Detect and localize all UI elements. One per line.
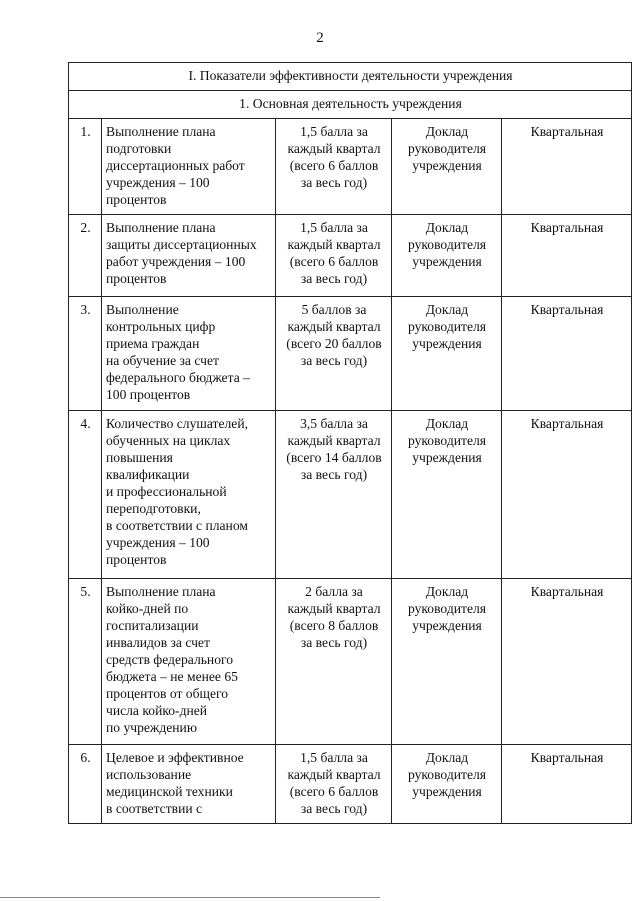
row-number: 1. [69,119,102,215]
row-number: 5. [69,579,102,745]
indicator-text: Количество слушателей, обученных на циклах повышения квалификации и профессиональной переподготовки, в соответствии с планом учреждения – 100 процентов [102,411,276,579]
source-text: Доклад руководителя учреждения [392,215,502,297]
row-number: 6. [69,745,102,824]
period-text: Квартальная [502,215,632,297]
indicator-text: Целевое и эффективное использование медицинской техники в соответствии с [102,745,276,824]
source-text: Доклад руководителя учреждения [392,579,502,745]
indicator-text: Выполнение контрольных цифр приема граждан на обучение за счет федерального бюджета – 100 процентов [102,297,276,411]
indicators-table [68,62,632,824]
row-number: 4. [69,411,102,579]
source-text: Доклад руководителя учреждения [392,745,502,824]
score-text: 2 балла за каждый квартал (всего 8 баллов за весь год) [276,579,392,745]
indicator-text: Выполнение плана подготовки диссертационных работ учреждения – 100 процентов [102,119,276,215]
period-text: Квартальная [502,411,632,579]
score-text: 1,5 балла за каждый квартал (всего 6 баллов за весь год) [276,215,392,297]
source-text: Доклад руководителя учреждения [392,411,502,579]
table-row [69,411,632,579]
section-header-row [69,63,632,91]
table-row [69,215,632,297]
table-row [69,579,632,745]
table-row [69,297,632,411]
score-text: 1,5 балла за каждый квартал (всего 6 баллов за весь год) [276,119,392,215]
row-number: 3. [69,297,102,411]
page-number: 2 [316,30,324,46]
table-row [69,119,632,215]
period-text: Квартальная [502,119,632,215]
indicator-text: Выполнение плана защиты диссертационных работ учреждения – 100 процентов [102,215,276,297]
subsection-title: 1. Основная деятельность учреждения [69,91,632,119]
period-text: Квартальная [502,579,632,745]
section-title: I. Показатели эффективности деятельности учреждения [69,63,632,91]
score-text: 5 баллов за каждый квартал (всего 20 баллов за весь год) [276,297,392,411]
score-text: 3,5 балла за каждый квартал (всего 14 баллов за весь год) [276,411,392,579]
subsection-header-row [69,91,632,119]
page-bottom-rule [0,897,380,898]
source-text: Доклад руководителя учреждения [392,119,502,215]
period-text: Квартальная [502,745,632,824]
source-text: Доклад руководителя учреждения [392,297,502,411]
period-text: Квартальная [502,297,632,411]
row-number: 2. [69,215,102,297]
table-row [69,745,632,824]
score-text: 1,5 балла за каждый квартал (всего 6 баллов за весь год) [276,745,392,824]
indicator-text: Выполнение плана койко-дней по госпитализации инвалидов за счет средств федерального бюджета – не менее 65 процентов от общего числа койко-дней по учреждению [102,579,276,745]
